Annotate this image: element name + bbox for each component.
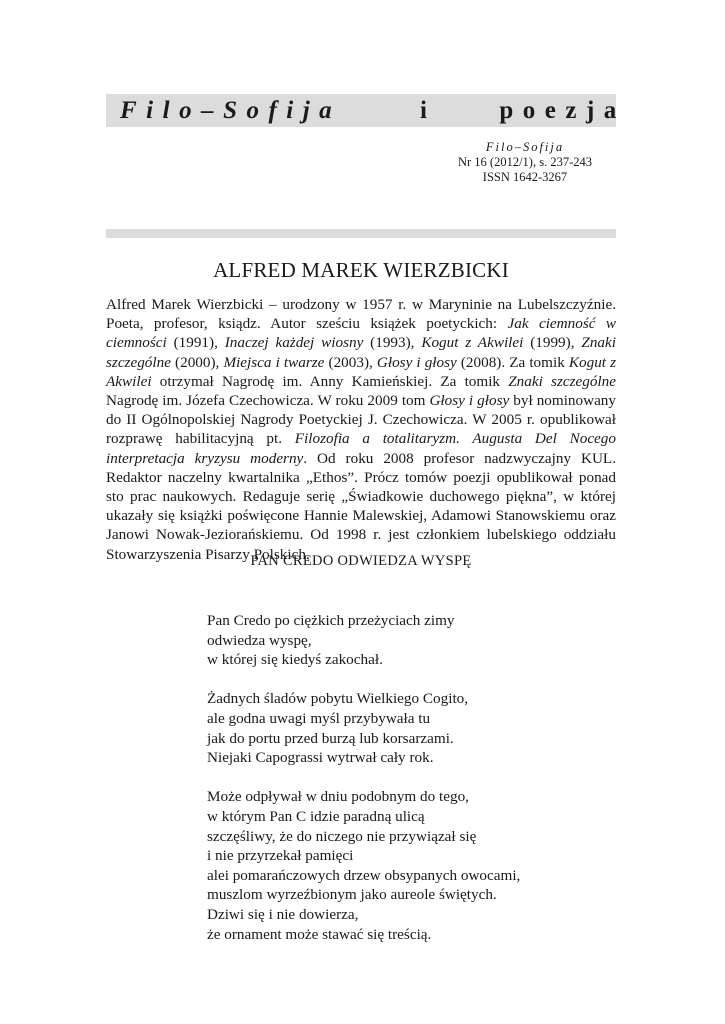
section-divider	[106, 229, 616, 238]
bio-text: otrzymał Nagrodę im. Anny Kamieńskiej. Za tomik	[151, 372, 509, 390]
book-title: Kogut z Akwilei	[421, 334, 524, 352]
journal-title-section: poezja	[499, 97, 626, 124]
poem-line: Pan Credo po ciężkich przeżyciach zimy	[207, 612, 455, 629]
poem-stanza	[207, 611, 607, 670]
issue-number: Nr 16 (2012/1), s. 237-243	[457, 155, 592, 169]
book-title: Filozofia a totalitaryzm. Augusta Del Nocego interpretacja kryzysu moderny	[106, 430, 616, 467]
poem-line: jak do portu przed burzą lub korsarzami.	[207, 729, 454, 747]
issue-info	[430, 140, 620, 185]
author-heading: ALFRED MAREK WIERZBICKI	[213, 258, 509, 282]
journal-title-conjunction: i	[419, 97, 437, 124]
bio-text: (1999),	[523, 334, 582, 352]
poem-line: Dziwi się i nie dowierza,	[207, 905, 359, 923]
poem-stanza	[207, 787, 607, 944]
poem-line: Niejaki Capograssi wytrwał cały rok.	[207, 749, 434, 767]
poem-line: muszlom wyrzeźbionym jako aureole świętych.	[207, 886, 497, 904]
bio-text: (2008). Za tomik	[456, 353, 569, 371]
book-title: Kogut z Akwilei	[106, 353, 617, 390]
poem-body	[207, 611, 607, 964]
issue-issn: ISSN 1642-3267	[482, 170, 568, 184]
journal-header-band	[106, 94, 626, 127]
poem-stanza	[207, 689, 607, 767]
poem-line: w której się kiedyś zakochał.	[207, 651, 383, 669]
journal-title-name: Filo–Sofija	[120, 97, 342, 124]
journal-title	[106, 94, 626, 127]
bio-text: (2003),	[324, 353, 377, 371]
bio-text: . Od roku 2008 profesor nadzwyczajny KUL. Redaktor naczelny kwartalnika „Ethos”. Prócz tomów poezji opublikował ponad sto prac naukowych. Redaguje serię „Świadkowie duchowego piękna”, w której ukazały się książki poświęcone Hannie Malewskiej, Adamowi Stanowskiemu oraz Janowi Nowak-Jeziorańskiemu. Od 1998 r. jest członkiem lubelskiego oddziału Stowarzyszenia Pisarzy Polskich.	[106, 449, 616, 563]
poem-line: Żadnych śladów pobytu Wielkiego Cogito,	[207, 690, 469, 708]
issue-journal-name: Filo–Sofija	[485, 140, 565, 154]
poem-line: w którym Pan C idzie paradną ulicą	[207, 807, 425, 825]
poem-line: i nie przyrzekał pamięci	[207, 847, 354, 865]
poem-line: Może odpływał w dniu podobnym do tego,	[207, 788, 469, 806]
book-title: Znaki szczególne	[508, 372, 616, 390]
bio-text: (1991),	[166, 334, 225, 352]
bio-text: był nominowany do II Ogólnopolskiej Nagrody Poetyckiej J. Czechowicza. W 2005 r. opublikował rozprawę habilitacyjną pt.	[106, 392, 616, 448]
poem-line: szczęśliwy, że do niczego nie przywiązał się	[207, 827, 477, 845]
book-title: Miejsca i twarze	[223, 353, 325, 371]
book-title: Znaki szczególne	[106, 334, 616, 371]
book-title: Inaczej każdej wiosny	[224, 334, 364, 352]
book-title: Jak ciemność w ciemności	[106, 315, 616, 352]
bio-text: (1993),	[363, 334, 422, 352]
bio-text: Alfred Marek Wierzbicki – urodzony w 1957 r. w Maryninie na Lubelszczyźnie. Poeta, profesor, ksiądz. Autor sześciu książek poetyckich:	[106, 296, 616, 333]
bio-text: (2000),	[170, 353, 224, 371]
author-biography	[106, 295, 616, 564]
poem-line: alei pomarańczowych drzew obsypanych owocami,	[207, 866, 521, 884]
poem-title: PAN CREDO ODWIEDZA WYSPĘ	[250, 553, 472, 569]
bio-text: Nagrodę im. Józefa Czechowicza. W roku 2009 tom	[106, 392, 430, 410]
poem-line: że ornament może stawać się treścią.	[207, 925, 432, 943]
book-title: Głosy i głosy	[376, 353, 457, 371]
poem-line: ale godna uwagi myśl przybywała tu	[207, 709, 431, 727]
poem-line: odwiedza wyspę,	[207, 631, 312, 649]
book-title: Głosy i głosy	[429, 392, 510, 410]
